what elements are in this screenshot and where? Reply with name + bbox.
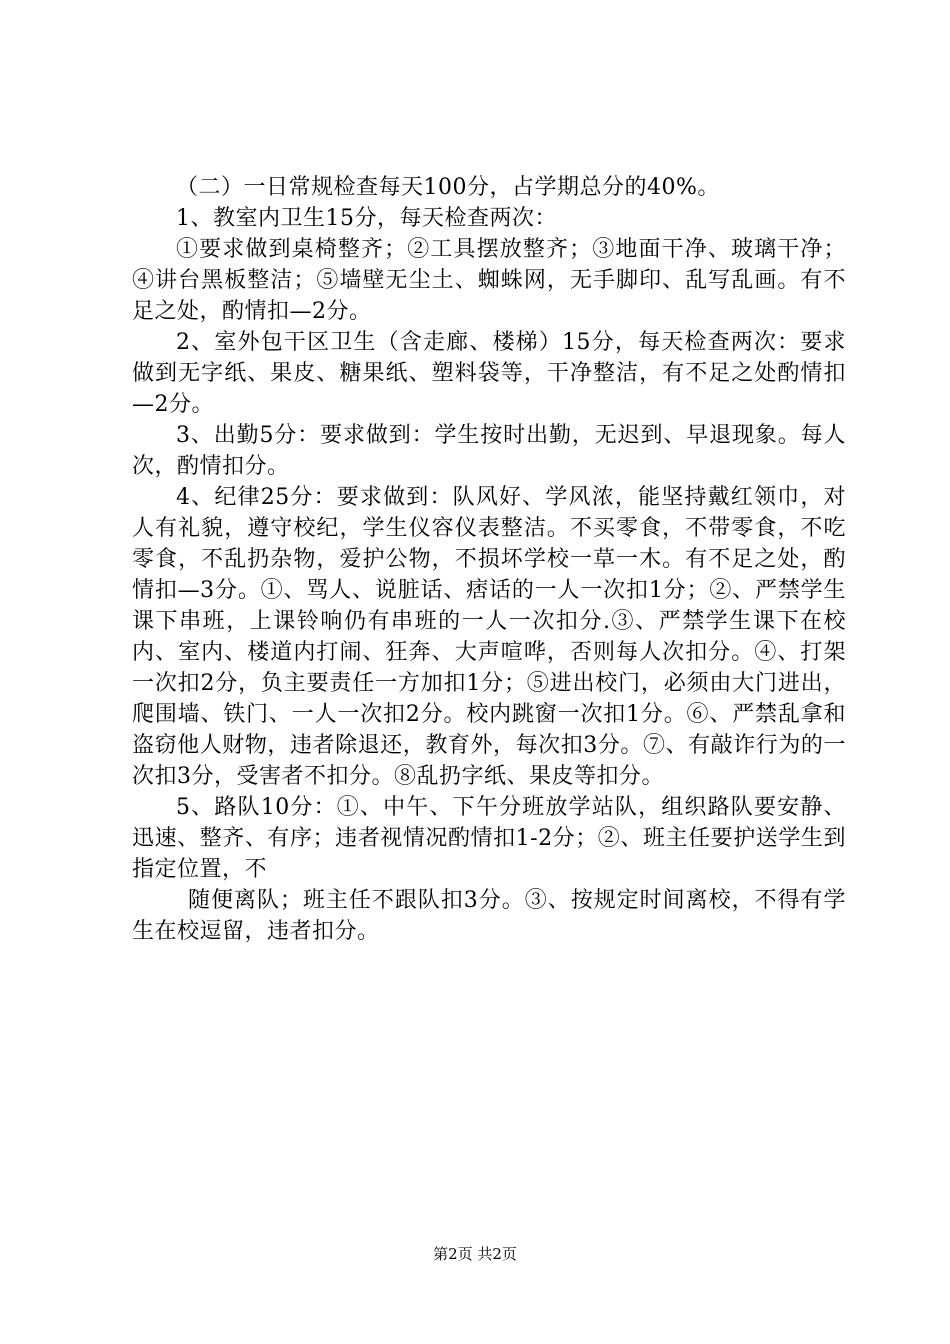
item-discipline: 4、纪律25分：要求做到：队风好、学风浓，能坚持戴红领巾，对人有礼貌，遵守校纪，学生仪容仪表整洁。不买零食，不带零食，不吃零食，不乱扔杂物，爱护公物，不损坏学校一草一木。有不足之处，酌情扣—3分。①、骂人、说脏话、痞话的一人一次扣1分；②、严禁学生课下串班，上课铃响仍有串班的一人一次扣分.③、严禁学生课下在校内、室内、楼道内打闹、狂奔、大声喧哗，否则每人次扣分。④、打架一次扣2分，负主要责任一方加扣1分；⑤进出校门，必须由大门进出，爬围墙、铁门、一人一次扣2分。校内跳窗一次扣1分。⑥、严禁乱拿和盗窃他人财物，违者除退还，教育外，每次扣3分。⑦、有敲诈行为的一次扣3分，受害者不扣分。⑧乱扔字纸、果皮等扣分。 (132, 485, 846, 789)
item-classroom-hygiene-heading: 1、教室内卫生15分，每天检查两次： (176, 206, 557, 231)
item-road-queue: 5、路队10分：①、中午、下午分班放学站队，组织路队要安静、迅速、整齐、有序；违者视情况酌情扣1-2分；②、班主任要护送学生到指定位置，不 (132, 795, 846, 882)
document-body (132, 172, 846, 947)
item-attendance: 3、出勤5分：要求做到：学生按时出勤，无迟到、早退现象。每人次，酌情扣分。 (132, 423, 846, 479)
page-number-footer: 第2页 共2页 (433, 1245, 517, 1263)
item-road-queue-continued: 随便离队；班主任不跟队扣3分。③、按规定时间离校，不得有学生在校逗留，违者扣分。 (132, 888, 846, 944)
item-classroom-hygiene-requirements: ①要求做到桌椅整齐；②工具摆放整齐；③地面干净、玻璃干净；④讲台黑板整洁；⑤墙壁无尘土、蜘蛛网，无手脚印、乱写乱画。有不足之处，酌情扣—2分。 (132, 237, 846, 324)
item-outdoor-hygiene: 2、室外包干区卫生（含走廊、楼梯）15分，每天检查两次：要求做到无字纸、果皮、糖果纸、塑料袋等，干净整洁，有不足之处酌情扣—2分。 (132, 330, 846, 417)
section-heading: （二）一日常规检查每天100分，占学期总分的40%。 (176, 175, 720, 200)
